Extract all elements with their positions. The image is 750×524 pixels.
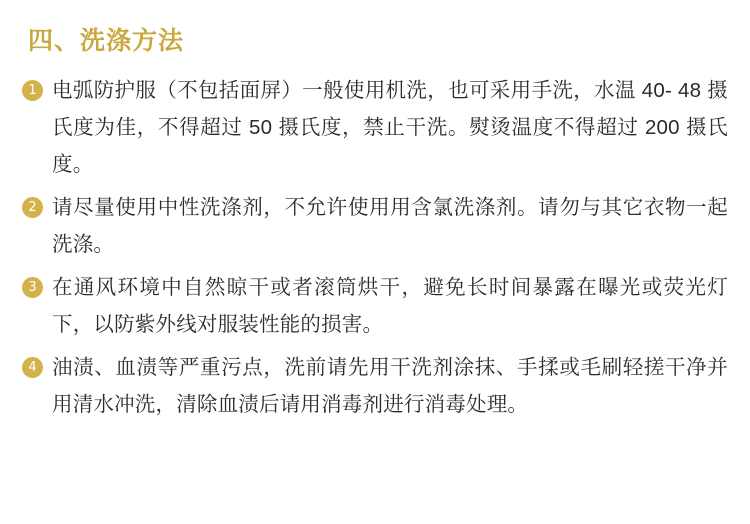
list-item: [22, 349, 728, 423]
list-item-text: 油渍、血渍等严重污点，洗前请先用干洗剂涂抹、手揉或毛刷轻搓干净并用清水冲洗，清除血渍后请用消毒剂进行消毒处理。: [52, 356, 728, 416]
list-marker-1: 1: [22, 80, 43, 101]
list-item: [22, 189, 728, 263]
list-marker-2: 2: [22, 197, 43, 218]
page-title: 四、洗涤方法: [28, 27, 185, 55]
list-item: [22, 72, 728, 183]
list-marker-4: 4: [22, 357, 43, 378]
list-item-text: 请尽量使用中性洗涤剂，不允许使用用含氯洗涤剂。请勿与其它衣物一起洗涤。: [52, 196, 728, 256]
washing-instructions-list: [22, 72, 728, 423]
list-item-text: 在通风环境中自然晾干或者滚筒烘干，避免长时间暴露在曝光或荧光灯下，以防紫外线对服装性能的损害。: [52, 276, 728, 336]
list-marker-3: 3: [22, 277, 43, 298]
list-item-text: 电弧防护服（不包括面屏）一般使用机洗，也可采用手洗，水温 40- 48 摄氏度为佳，不得超过 50 摄氏度，禁止干洗。熨烫温度不得超过 200 摄氏度。: [52, 79, 728, 176]
list-item: [22, 269, 728, 343]
